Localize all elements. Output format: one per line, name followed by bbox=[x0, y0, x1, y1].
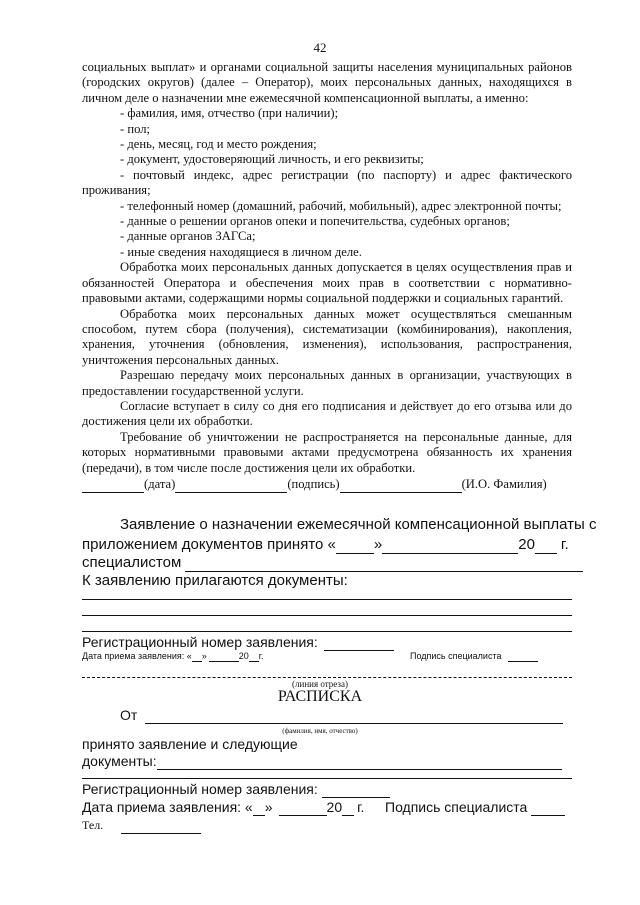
acceptance-year-field[interactable] bbox=[535, 536, 557, 554]
receipt-signature-field[interactable] bbox=[531, 799, 565, 816]
receipt-registration-label: Регистрационный номер заявления: bbox=[82, 781, 318, 797]
acceptance-signature-field[interactable] bbox=[508, 651, 538, 662]
consent-list-item: - данные органов ЗАГСа; bbox=[120, 229, 256, 244]
signature-blank[interactable] bbox=[175, 477, 287, 493]
year-prefix: 20 bbox=[326, 799, 343, 815]
consent-list-item: - фамилия, имя, отчество (при наличии); bbox=[120, 106, 339, 121]
year-suffix: г. bbox=[560, 536, 569, 553]
quote-close: » bbox=[201, 651, 207, 661]
documents-line[interactable] bbox=[82, 599, 572, 600]
receipt-phone-row bbox=[82, 818, 201, 834]
name-blank[interactable] bbox=[340, 477, 462, 493]
documents-line[interactable] bbox=[82, 615, 572, 616]
receipt-phone-field[interactable] bbox=[121, 818, 201, 834]
registration-number-row bbox=[82, 634, 394, 651]
consent-list-item: - данные о решении органов опеки и попечительства, судебных органов; bbox=[120, 214, 510, 229]
receipt-title: РАСПИСКА bbox=[277, 688, 363, 705]
receipt-date-year-field[interactable] bbox=[342, 799, 354, 816]
cut-line-label: (линия отреза) bbox=[292, 679, 348, 689]
consent-list-item: - пол; bbox=[120, 121, 150, 136]
page-number: 42 bbox=[313, 40, 327, 55]
receipt-date-month-field[interactable] bbox=[279, 799, 327, 816]
receipt-from-label: От bbox=[120, 707, 138, 723]
acceptance-date-month-field[interactable] bbox=[209, 651, 239, 662]
receipt-signature-label: Подпись специалиста bbox=[385, 799, 528, 815]
quote-close: » bbox=[373, 536, 383, 553]
year-prefix: 20 bbox=[518, 536, 535, 553]
acceptance-date-day-field[interactable] bbox=[192, 651, 202, 662]
acceptance-date-year-field[interactable] bbox=[249, 651, 259, 662]
receipt-registration-field[interactable] bbox=[322, 781, 390, 798]
acceptance-date-label: Дата приема заявления: « bbox=[82, 651, 192, 661]
consent-list-item: - документ, удостоверяющий личность, и его реквизиты; bbox=[120, 152, 424, 167]
signature-label: (подпись) bbox=[287, 476, 340, 491]
receipt-from-row bbox=[120, 707, 563, 724]
consent-list-item: - почтовый индекс, адрес регистрации (по паспорту) и адрес фактического проживания; bbox=[82, 167, 572, 198]
consent-paragraph: Обработка моих персональных данных допускается в целях осуществления прав и обязанностей Оператора и обеспечения моих прав в соответствии с нормативно-правовыми актами, содержащими нормы социальной поддержки и социальных гарантий. bbox=[82, 260, 572, 306]
specialist-field[interactable] bbox=[185, 554, 583, 572]
acceptance-accepted-label: приложением документов принято « bbox=[82, 536, 336, 553]
consent-list-item: - иные сведения находящиеся в личном деле. bbox=[120, 244, 362, 259]
receipt-date-row bbox=[82, 799, 364, 816]
receipt-documents-field[interactable] bbox=[157, 753, 562, 770]
receipt-date-day-field[interactable] bbox=[253, 799, 265, 816]
acceptance-signature-label: Подпись специалиста bbox=[410, 651, 502, 661]
year-suffix: г. bbox=[258, 651, 264, 661]
acceptance-month-field[interactable] bbox=[382, 536, 518, 554]
acceptance-day-field[interactable] bbox=[336, 536, 374, 554]
year-suffix: г. bbox=[357, 799, 365, 815]
consent-list-item: - день, месяц, год и место рождения; bbox=[120, 137, 317, 152]
receipt-signature-row bbox=[385, 799, 565, 816]
attached-documents-label: К заявлению прилагаются документы: bbox=[82, 572, 348, 589]
consent-signature-line bbox=[82, 477, 572, 493]
cut-line bbox=[82, 677, 572, 678]
acceptance-date-row bbox=[82, 651, 263, 662]
year-prefix: 20 bbox=[238, 651, 249, 661]
receipt-accepted-label: принято заявление и следующие bbox=[82, 736, 298, 752]
acceptance-signature-row bbox=[410, 651, 538, 662]
receipt-date-label: Дата приема заявления: « bbox=[82, 799, 253, 815]
documents-line[interactable] bbox=[82, 631, 572, 632]
receipt-documents-line[interactable] bbox=[82, 778, 572, 779]
consent-list-item: - телефонный номер (домашний, рабочий, мобильный), адрес электронной почты; bbox=[120, 198, 562, 213]
receipt-from-field[interactable] bbox=[145, 707, 563, 724]
consent-paragraph: социальных выплат» и органами социальной защиты населения муниципальных районов (городских округов) (далее – Оператор), моих персональных данных, находящихся в личном деле о назначении мне ежемесячной компенсационной выплаты, а именно: bbox=[82, 60, 572, 105]
name-label: (И.О. Фамилия) bbox=[461, 476, 547, 491]
quote-close: » bbox=[264, 799, 273, 815]
receipt-fio-hint: (фамилия, имя, отчество) bbox=[282, 727, 358, 735]
consent-paragraph: Разрешаю передачу моих персональных данных в организации, участвующих в предоставлении государственной услуги. bbox=[82, 368, 572, 398]
acceptance-line-2 bbox=[82, 536, 569, 554]
receipt-phone-label: Тел. bbox=[82, 818, 104, 832]
consent-paragraph: Требование об уничтожении не распространяется на персональные данные, для которых нормативными правовыми актами предусмотрена обязанность их хранения (передачи), в том числе после достижения цели их обработки. bbox=[82, 429, 572, 475]
specialist-label: специалистом bbox=[82, 554, 182, 571]
acceptance-specialist-row bbox=[82, 554, 583, 572]
registration-number-field[interactable] bbox=[324, 634, 394, 651]
receipt-documents-label: документы: bbox=[82, 753, 157, 769]
date-label: (дата) bbox=[144, 476, 176, 491]
registration-number-label: Регистрационный номер заявления: bbox=[82, 634, 318, 650]
consent-paragraph: Обработка моих персональных данных может осуществляться смешанным способом, путем сбора (получения), систематизации (комбинирования), накопления, хранения, уточнения (обновления, изменения), использования, распространения, уничтожения персональных данных. bbox=[82, 306, 572, 367]
receipt-registration-row bbox=[82, 781, 390, 798]
consent-paragraph: Согласие вступает в силу со дня его подписания и действует до его отзыва или до достижения цели их обработки. bbox=[82, 398, 572, 429]
receipt-documents-row bbox=[82, 753, 562, 770]
date-blank[interactable] bbox=[82, 477, 144, 493]
consent-text bbox=[82, 60, 572, 493]
acceptance-line-1: Заявление о назначении ежемесячной компенсационной выплаты с bbox=[120, 516, 597, 533]
